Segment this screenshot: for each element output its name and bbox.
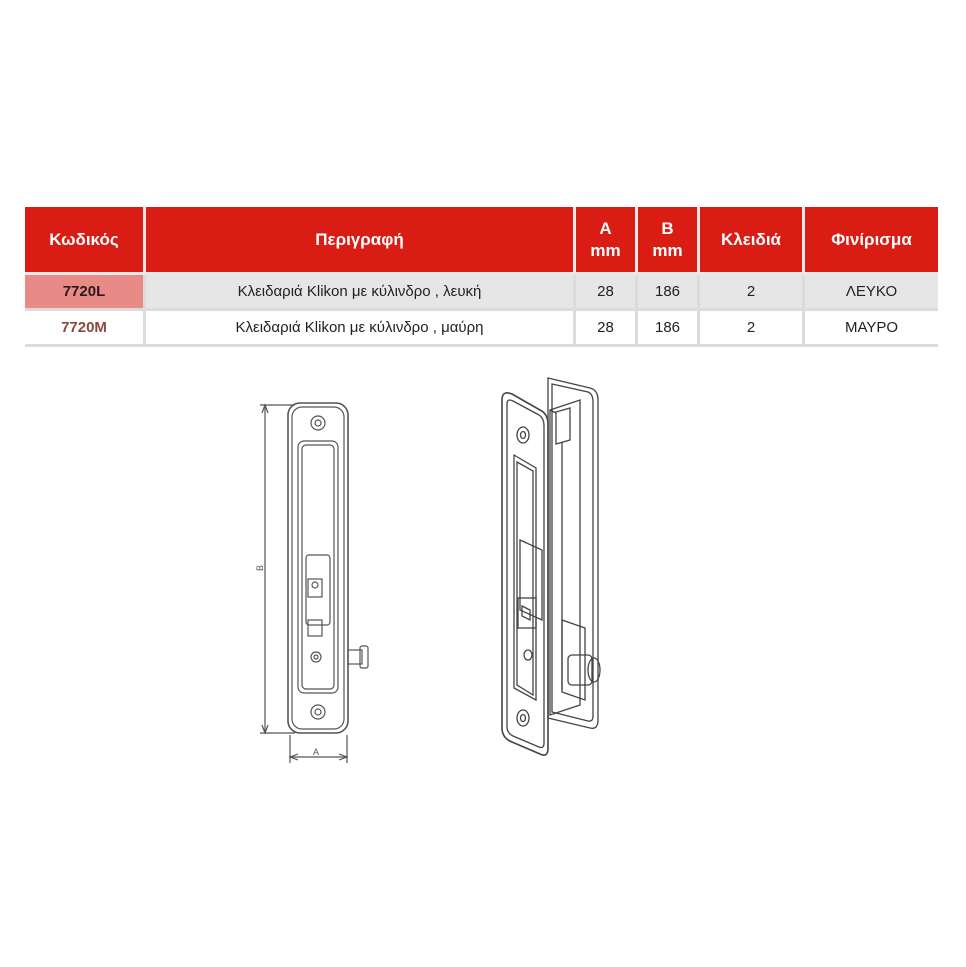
cell-keys: 2 xyxy=(700,275,805,311)
header-b-unit: mm xyxy=(652,240,683,260)
cell-finish: ΜΑΥΡΟ xyxy=(805,311,938,347)
header-a-name: A xyxy=(599,218,612,238)
table-row xyxy=(25,311,938,347)
cell-a: 28 xyxy=(576,275,638,311)
header-a-unit: mm xyxy=(590,240,621,260)
header-b xyxy=(638,207,700,275)
cell-code: 7720L xyxy=(25,275,146,311)
header-description: Περιγραφή xyxy=(146,207,576,275)
cell-keys: 2 xyxy=(700,311,805,347)
table-header-row xyxy=(25,207,938,275)
cell-description: Κλειδαριά Klikon με κύλινδρο , μαύρη xyxy=(146,311,576,347)
header-b-name: B xyxy=(661,218,674,238)
cell-b: 186 xyxy=(638,275,700,311)
lock-perspective-drawing xyxy=(490,370,620,760)
cell-b: 186 xyxy=(638,311,700,347)
header-keys: Κλειδιά xyxy=(700,207,805,275)
product-spec-table xyxy=(25,207,938,347)
cell-description: Κλειδαριά Klikon με κύλινδρο , λευκή xyxy=(146,275,576,311)
dimension-b-label: B xyxy=(255,564,265,571)
header-a xyxy=(576,207,638,275)
table-row xyxy=(25,275,938,311)
cell-finish: ΛΕΥΚΟ xyxy=(805,275,938,311)
cell-a: 28 xyxy=(576,311,638,347)
cell-code: 7720M xyxy=(25,311,146,347)
header-code: Κωδικός xyxy=(25,207,146,275)
dimension-a-label: A xyxy=(313,747,320,757)
lock-front-drawing xyxy=(250,395,390,775)
header-finish: Φινίρισμα xyxy=(805,207,938,275)
